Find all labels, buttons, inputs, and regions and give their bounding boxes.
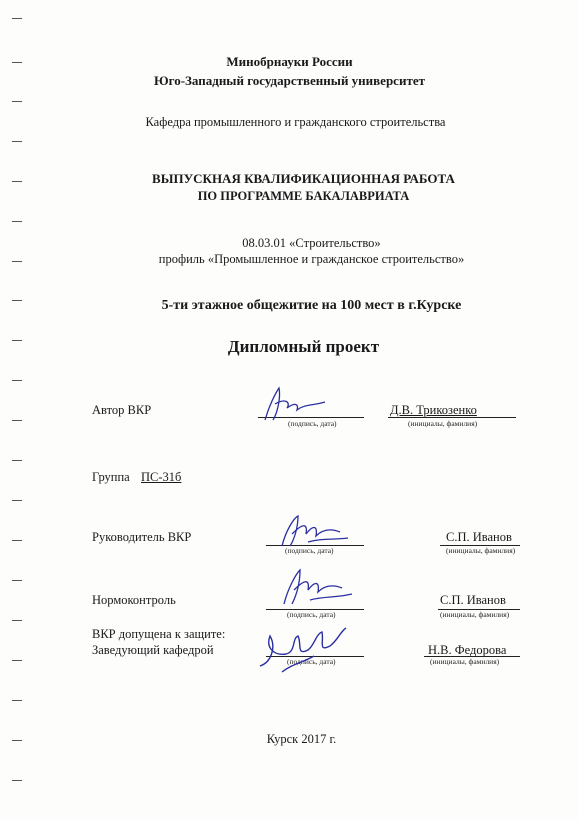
author-signature [255, 384, 335, 424]
work-title-line1: ВЫПУСКНАЯ КВАЛИФИКАЦИОННАЯ РАБОТА [152, 171, 455, 186]
normcontrol-signature [270, 566, 360, 610]
work-type: Дипломный проект [227, 337, 380, 356]
admission-label: ВКР допущена к защите: [92, 627, 226, 641]
group-value: ПС-31б [141, 470, 182, 484]
head-name: Н.В. Федорова [428, 643, 507, 657]
supervisor-sign-caption: (подпись, дата) [285, 546, 334, 555]
head-label: Заведующий кафедрой [92, 643, 214, 657]
supervisor-signature [268, 512, 358, 552]
specialty-code: 08.03.01 «Строительство» [242, 236, 381, 250]
author-sign-caption: (подпись, дата) [288, 419, 337, 428]
supervisor-name: С.П. Иванов [446, 530, 512, 544]
head-signature [252, 626, 352, 674]
ministry-name: Минобрнауки России [226, 54, 353, 69]
normcontrol-name-caption: (инициалы, фамилия) [440, 610, 510, 619]
author-name-caption: (инициалы, фамилия) [408, 419, 478, 428]
normcontrol-name: С.П. Иванов [440, 593, 506, 607]
normcontrol-label: Нормоконтроль [92, 593, 176, 607]
group-label: Группа [92, 470, 130, 484]
normcontrol-sign-caption: (подпись, дата) [287, 610, 336, 619]
author-name: Д.В. Трикозенко [390, 403, 477, 417]
department-name: Кафедра промышленного и гражданского строительства [145, 115, 446, 129]
head-sign-caption: (подпись, дата) [287, 657, 336, 666]
author-name-line [388, 417, 516, 418]
head-name-caption: (инициалы, фамилия) [430, 657, 500, 666]
specialty-profile: профиль «Промышленное и гражданское строительство» [158, 252, 465, 266]
university-name: Юго-Западный государственный университет [154, 73, 425, 88]
supervisor-name-caption: (инициалы, фамилия) [446, 546, 516, 555]
author-label: Автор ВКР [92, 403, 152, 417]
work-title-line2: ПО ПРОГРАММЕ БАКАЛАВРИАТА [197, 189, 410, 203]
supervisor-label: Руководитель ВКР [92, 530, 192, 544]
project-topic: 5-ти этажное общежитие на 100 мест в г.Курске [161, 298, 462, 313]
city-year: Курск 2017 г. [266, 732, 337, 746]
